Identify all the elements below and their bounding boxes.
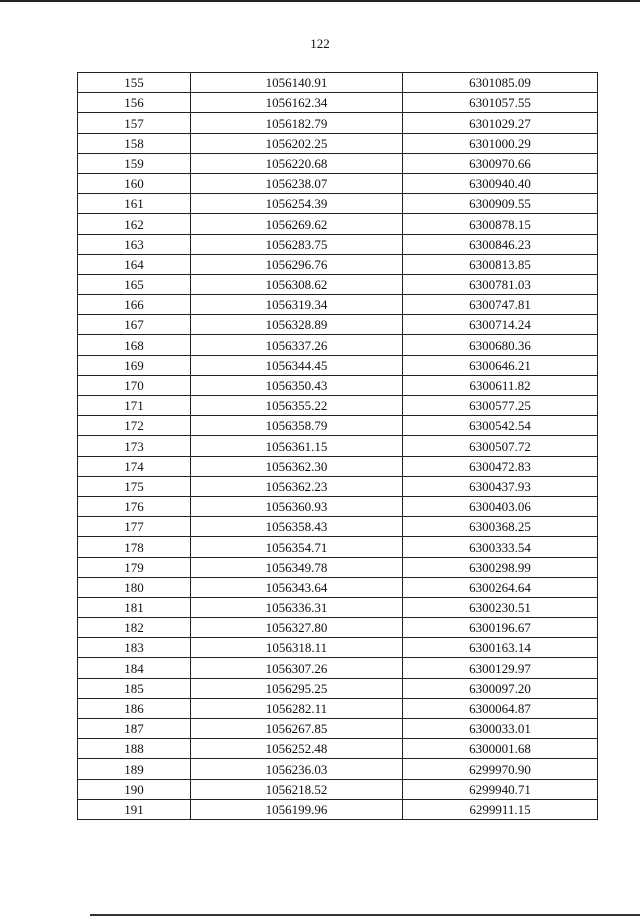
x-coordinate-cell: 1056337.26 — [191, 335, 403, 355]
point-number-cell: 182 — [78, 618, 191, 638]
x-coordinate-cell: 1056355.22 — [191, 396, 403, 416]
y-coordinate-cell: 6300333.54 — [403, 537, 598, 557]
y-coordinate-cell: 6300813.85 — [403, 254, 598, 274]
x-coordinate-cell: 1056358.43 — [191, 517, 403, 537]
point-number-cell: 172 — [78, 416, 191, 436]
point-number-cell: 155 — [78, 73, 191, 93]
y-coordinate-cell: 6300033.01 — [403, 719, 598, 739]
y-coordinate-cell: 6300264.64 — [403, 577, 598, 597]
x-coordinate-cell: 1056336.31 — [191, 597, 403, 617]
point-number-cell: 168 — [78, 335, 191, 355]
x-coordinate-cell: 1056295.25 — [191, 678, 403, 698]
point-number-cell: 156 — [78, 93, 191, 113]
x-coordinate-cell: 1056362.23 — [191, 476, 403, 496]
coordinates-table-body — [78, 73, 598, 820]
table-row — [78, 698, 598, 718]
x-coordinate-cell: 1056182.79 — [191, 113, 403, 133]
y-coordinate-cell: 6300196.67 — [403, 618, 598, 638]
table-row — [78, 73, 598, 93]
point-number-cell: 161 — [78, 194, 191, 214]
point-number-cell: 178 — [78, 537, 191, 557]
x-coordinate-cell: 1056218.52 — [191, 779, 403, 799]
coordinates-table — [77, 72, 598, 820]
x-coordinate-cell: 1056252.48 — [191, 739, 403, 759]
table-row — [78, 537, 598, 557]
y-coordinate-cell: 6300542.54 — [403, 416, 598, 436]
point-number-cell: 189 — [78, 759, 191, 779]
y-coordinate-cell: 6300437.93 — [403, 476, 598, 496]
table-row — [78, 93, 598, 113]
y-coordinate-cell: 6300129.97 — [403, 658, 598, 678]
point-number-cell: 177 — [78, 517, 191, 537]
x-coordinate-cell: 1056162.34 — [191, 93, 403, 113]
table-row — [78, 779, 598, 799]
y-coordinate-cell: 6300940.40 — [403, 173, 598, 193]
x-coordinate-cell: 1056220.68 — [191, 153, 403, 173]
y-coordinate-cell: 6300403.06 — [403, 496, 598, 516]
x-coordinate-cell: 1056344.45 — [191, 355, 403, 375]
x-coordinate-cell: 1056308.62 — [191, 274, 403, 294]
table-row — [78, 153, 598, 173]
table-row — [78, 799, 598, 819]
x-coordinate-cell: 1056361.15 — [191, 436, 403, 456]
x-coordinate-cell: 1056349.78 — [191, 557, 403, 577]
x-coordinate-cell: 1056254.39 — [191, 194, 403, 214]
point-number-cell: 180 — [78, 577, 191, 597]
table-row — [78, 476, 598, 496]
y-coordinate-cell: 6300230.51 — [403, 597, 598, 617]
y-coordinate-cell: 6300368.25 — [403, 517, 598, 537]
table-row — [78, 638, 598, 658]
y-coordinate-cell: 6300064.87 — [403, 698, 598, 718]
y-coordinate-cell: 6300646.21 — [403, 355, 598, 375]
y-coordinate-cell: 6300714.24 — [403, 315, 598, 335]
point-number-cell: 176 — [78, 496, 191, 516]
point-number-cell: 166 — [78, 295, 191, 315]
table-row — [78, 658, 598, 678]
y-coordinate-cell: 6300298.99 — [403, 557, 598, 577]
y-coordinate-cell: 6300909.55 — [403, 194, 598, 214]
point-number-cell: 170 — [78, 375, 191, 395]
point-number-cell: 159 — [78, 153, 191, 173]
point-number-cell: 186 — [78, 698, 191, 718]
point-number-cell: 162 — [78, 214, 191, 234]
y-coordinate-cell: 6300781.03 — [403, 274, 598, 294]
table-row — [78, 133, 598, 153]
table-row — [78, 335, 598, 355]
x-coordinate-cell: 1056328.89 — [191, 315, 403, 335]
y-coordinate-cell: 6300097.20 — [403, 678, 598, 698]
table-row — [78, 496, 598, 516]
table-row — [78, 194, 598, 214]
table-row — [78, 557, 598, 577]
y-coordinate-cell: 6300846.23 — [403, 234, 598, 254]
table-row — [78, 436, 598, 456]
y-coordinate-cell: 6300611.82 — [403, 375, 598, 395]
table-row — [78, 274, 598, 294]
table-row — [78, 396, 598, 416]
point-number-cell: 160 — [78, 173, 191, 193]
table-row — [78, 577, 598, 597]
y-coordinate-cell: 6300680.36 — [403, 335, 598, 355]
table-row — [78, 456, 598, 476]
y-coordinate-cell: 6301057.55 — [403, 93, 598, 113]
page-top-border — [0, 0, 640, 2]
point-number-cell: 163 — [78, 234, 191, 254]
table-row — [78, 295, 598, 315]
page-bottom-border — [90, 914, 640, 916]
table-row — [78, 173, 598, 193]
table-row — [78, 517, 598, 537]
point-number-cell: 171 — [78, 396, 191, 416]
table-row — [78, 254, 598, 274]
table-row — [78, 719, 598, 739]
x-coordinate-cell: 1056343.64 — [191, 577, 403, 597]
x-coordinate-cell: 1056199.96 — [191, 799, 403, 819]
point-number-cell: 174 — [78, 456, 191, 476]
x-coordinate-cell: 1056282.11 — [191, 698, 403, 718]
x-coordinate-cell: 1056358.79 — [191, 416, 403, 436]
y-coordinate-cell: 6299911.15 — [403, 799, 598, 819]
x-coordinate-cell: 1056318.11 — [191, 638, 403, 658]
table-row — [78, 739, 598, 759]
point-number-cell: 157 — [78, 113, 191, 133]
table-row — [78, 214, 598, 234]
table-row — [78, 597, 598, 617]
point-number-cell: 175 — [78, 476, 191, 496]
y-coordinate-cell: 6301000.29 — [403, 133, 598, 153]
point-number-cell: 181 — [78, 597, 191, 617]
y-coordinate-cell: 6299970.90 — [403, 759, 598, 779]
x-coordinate-cell: 1056307.26 — [191, 658, 403, 678]
y-coordinate-cell: 6300507.72 — [403, 436, 598, 456]
x-coordinate-cell: 1056354.71 — [191, 537, 403, 557]
table-row — [78, 759, 598, 779]
y-coordinate-cell: 6300970.66 — [403, 153, 598, 173]
point-number-cell: 191 — [78, 799, 191, 819]
table-row — [78, 113, 598, 133]
y-coordinate-cell: 6300747.81 — [403, 295, 598, 315]
x-coordinate-cell: 1056360.93 — [191, 496, 403, 516]
x-coordinate-cell: 1056319.34 — [191, 295, 403, 315]
table-row — [78, 618, 598, 638]
x-coordinate-cell: 1056296.76 — [191, 254, 403, 274]
point-number-cell: 179 — [78, 557, 191, 577]
x-coordinate-cell: 1056202.25 — [191, 133, 403, 153]
y-coordinate-cell: 6301029.27 — [403, 113, 598, 133]
x-coordinate-cell: 1056269.62 — [191, 214, 403, 234]
point-number-cell: 185 — [78, 678, 191, 698]
point-number-cell: 184 — [78, 658, 191, 678]
point-number-cell: 169 — [78, 355, 191, 375]
point-number-cell: 165 — [78, 274, 191, 294]
table-row — [78, 375, 598, 395]
point-number-cell: 188 — [78, 739, 191, 759]
table-row — [78, 678, 598, 698]
y-coordinate-cell: 6300577.25 — [403, 396, 598, 416]
table-row — [78, 315, 598, 335]
point-number-cell: 187 — [78, 719, 191, 739]
x-coordinate-cell: 1056238.07 — [191, 173, 403, 193]
point-number-cell: 183 — [78, 638, 191, 658]
point-number-cell: 173 — [78, 436, 191, 456]
table-row — [78, 234, 598, 254]
x-coordinate-cell: 1056267.85 — [191, 719, 403, 739]
point-number-cell: 190 — [78, 779, 191, 799]
y-coordinate-cell: 6300878.15 — [403, 214, 598, 234]
x-coordinate-cell: 1056350.43 — [191, 375, 403, 395]
table-row — [78, 355, 598, 375]
y-coordinate-cell: 6300163.14 — [403, 638, 598, 658]
y-coordinate-cell: 6300472.83 — [403, 456, 598, 476]
y-coordinate-cell: 6300001.68 — [403, 739, 598, 759]
x-coordinate-cell: 1056283.75 — [191, 234, 403, 254]
y-coordinate-cell: 6301085.09 — [403, 73, 598, 93]
x-coordinate-cell: 1056362.30 — [191, 456, 403, 476]
x-coordinate-cell: 1056140.91 — [191, 73, 403, 93]
y-coordinate-cell: 6299940.71 — [403, 779, 598, 799]
point-number-cell: 158 — [78, 133, 191, 153]
point-number-cell: 164 — [78, 254, 191, 274]
page-number: 122 — [310, 36, 330, 51]
point-number-cell: 167 — [78, 315, 191, 335]
x-coordinate-cell: 1056327.80 — [191, 618, 403, 638]
x-coordinate-cell: 1056236.03 — [191, 759, 403, 779]
table-row — [78, 416, 598, 436]
